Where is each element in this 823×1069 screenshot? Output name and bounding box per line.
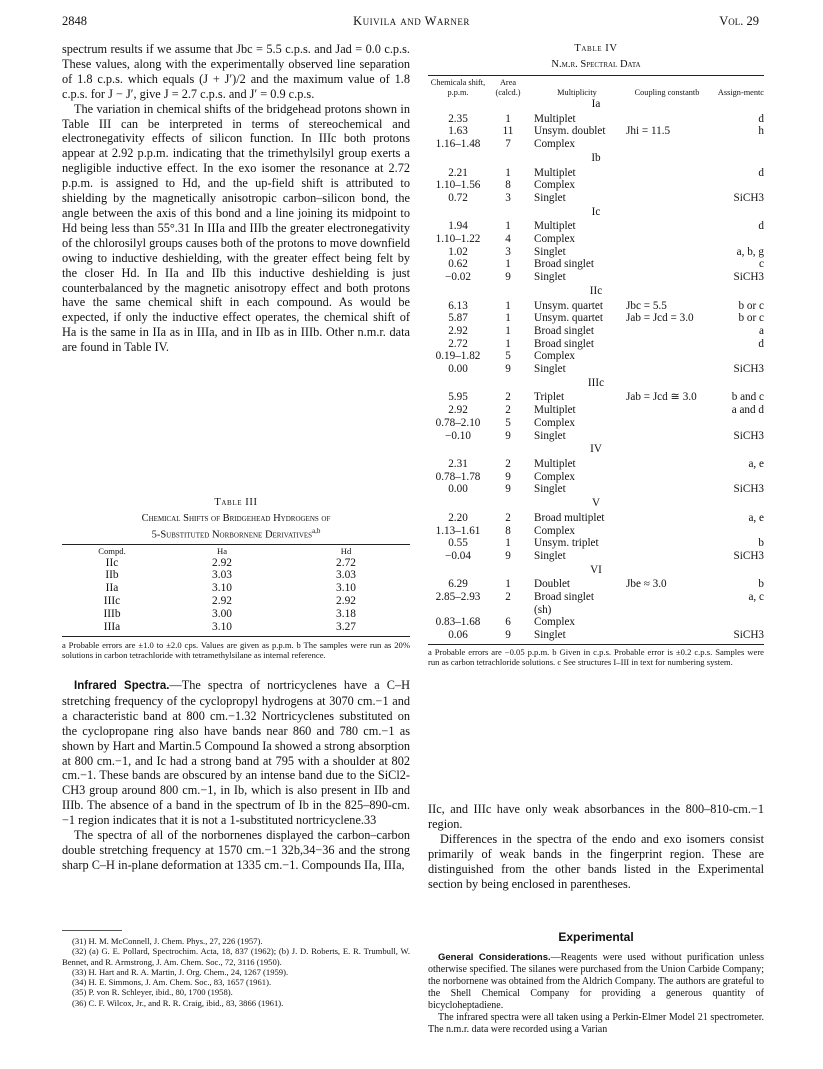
cell-multiplicity: Unsym. quartet <box>534 299 603 312</box>
cell-assignment: d <box>758 166 764 179</box>
cell-multiplicity: (sh) <box>534 603 552 616</box>
cell-multiplicity: Singlet <box>534 629 566 642</box>
table-iv-row <box>428 192 764 205</box>
infrared-instrument-text: The infrared spectra were all taken using a Perkin-Elmer Model 21 spectrometer. The n.m.r. data were recorded using a Varian <box>428 1012 764 1035</box>
table-iv-row <box>428 271 764 284</box>
cell-compd: IIa <box>105 582 119 595</box>
cell-shift: 0.78–2.10 <box>435 416 481 429</box>
cell-multiplicity: Singlet <box>534 191 566 204</box>
table-iv-label: Table IV <box>574 43 618 54</box>
cell-coupling <box>626 138 708 151</box>
cell-ha: 3.10 <box>212 621 232 634</box>
cell-multiplicity: Broad multiplet <box>534 511 605 524</box>
cell-area: 1 <box>505 578 511 591</box>
cell-hd: 3.10 <box>336 582 356 595</box>
cell-assignment: SiCH3 <box>733 429 764 442</box>
cell-shift: 1.02 <box>448 245 468 258</box>
cell-area: 1 <box>505 537 511 550</box>
cell-multiplicity: Multiplet <box>534 404 576 417</box>
table-iv-row <box>428 512 764 525</box>
cell-multiplicity: Multiplet <box>534 112 576 125</box>
cell-ha: 2.92 <box>212 556 232 569</box>
cell-area: 9 <box>505 429 511 442</box>
table-iv-compound-heading <box>428 97 764 113</box>
cell-area: 1 <box>505 299 511 312</box>
cell-area: 4 <box>505 233 511 246</box>
cell-assignment: b or c <box>738 299 764 312</box>
cell-assignment: a and d <box>731 404 764 417</box>
norbornene-paragraph: The spectra of all of the norbornenes displayed the carbon–carbon double stretching frequency at 1570 cm.−1 32b,34−36 and the strong sharp C–H in-plane deformation at 1335 cm.−1. Compounds IIa, IIIa, <box>62 828 410 872</box>
table-iv-row <box>428 404 764 417</box>
cell-multiplicity: Unsym. triplet <box>534 537 599 550</box>
general-considerations-heading: General Considerations. <box>438 952 551 963</box>
cell-assignment: b <box>758 578 764 591</box>
cell-assignment: a, e <box>748 511 764 524</box>
cell-area: 1 <box>505 220 511 233</box>
cell-multiplicity: Broad singlet <box>534 258 594 271</box>
table-iv-row <box>428 246 764 259</box>
table-iv-compound-heading <box>428 284 764 300</box>
right-text <box>428 802 764 891</box>
col-header-shift: Chemicala shift, p.p.m. <box>430 78 486 97</box>
cell-shift: 2.85–2.93 <box>435 591 481 604</box>
col-header-coupling: Coupling constantb <box>634 87 700 97</box>
cell-area: 1 <box>505 312 511 325</box>
cell-assignment: d <box>758 112 764 125</box>
table-iii-caption-sup: a,b <box>312 527 321 535</box>
cell-shift: 6.13 <box>448 299 468 312</box>
cell-hd: 3.27 <box>336 621 356 634</box>
cell-coupling: Jbc = 5.5 <box>626 299 667 312</box>
cell-ha: 3.03 <box>212 569 232 582</box>
cell-area: 9 <box>505 549 511 562</box>
table-iv-row <box>428 167 764 180</box>
cell-area: 9 <box>505 271 511 284</box>
cell-shift: 0.62 <box>448 258 468 271</box>
table-iv-row <box>428 300 764 313</box>
table-iv-row <box>428 125 764 138</box>
cell-coupling <box>626 404 708 417</box>
compound-label: V <box>591 497 601 510</box>
cell-shift: −0.10 <box>445 429 471 442</box>
cell-multiplicity: Singlet <box>534 483 566 496</box>
cell-area: 2 <box>505 404 511 417</box>
cell-coupling <box>626 179 708 192</box>
cell-coupling <box>626 167 708 180</box>
cell-area: 1 <box>505 337 511 350</box>
table-iv-row <box>428 537 764 550</box>
continuation-paragraph: IIc, and IIIc have only weak absorbances in the 800–810-cm.−1 region. <box>428 802 764 831</box>
col-header-hd: Hd <box>340 545 352 556</box>
table-iv-caption: N.m.r. Spectral Data <box>551 59 641 70</box>
cell-shift: 1.13–1.61 <box>435 524 481 537</box>
cell-assignment: b <box>758 537 764 550</box>
cell-multiplicity: Singlet <box>534 245 566 258</box>
table-iv-row <box>428 312 764 325</box>
table-iv-row <box>428 430 764 443</box>
table-iii-row <box>62 621 410 634</box>
cell-multiplicity: Complex <box>534 233 576 246</box>
cell-assignment <box>708 417 764 430</box>
cell-area: 2 <box>505 511 511 524</box>
cell-assignment <box>708 471 764 484</box>
cell-hd: 3.18 <box>336 608 356 621</box>
table-iii-caption-line2: 5-Substituted Norbornene Derivatives <box>151 529 313 541</box>
cell-assignment: SiCH3 <box>733 271 764 284</box>
cell-multiplicity: Triplet <box>534 391 565 404</box>
cell-coupling <box>626 604 708 617</box>
left-column <box>62 42 410 355</box>
cell-compd: IIIb <box>103 608 121 621</box>
cell-coupling <box>626 220 708 233</box>
reference-entry: (35) P. von R. Schleyer, ibid., 80, 1700 (1958). <box>72 987 233 998</box>
cell-coupling <box>626 338 708 351</box>
cell-compd: IIc <box>105 556 119 569</box>
cell-coupling <box>626 525 708 538</box>
cell-coupling <box>626 350 708 363</box>
table-iv-compound-heading <box>428 496 764 512</box>
cell-coupling <box>626 258 708 271</box>
cell-ha: 3.10 <box>212 582 232 595</box>
table-iv-row <box>428 458 764 471</box>
endo-exo-paragraph: Differences in the spectra of the endo and exo isomers consist primarily of weak bands in the fingerprint region. These are distinguished from the other bands listed in the Experimental section by being enclosed in parentheses. <box>428 831 764 891</box>
cell-assignment: d <box>758 337 764 350</box>
infrared-section <box>62 678 410 873</box>
cell-coupling <box>626 363 708 376</box>
cell-area: 2 <box>505 591 511 604</box>
compound-label: IIIc <box>587 376 605 389</box>
cell-area: 8 <box>505 179 511 192</box>
infrared-heading: Infrared Spectra. <box>74 680 170 692</box>
table-iii-row <box>62 608 410 621</box>
cell-coupling <box>626 471 708 484</box>
cell-assignment: SiCH3 <box>733 191 764 204</box>
cell-compd: IIIa <box>103 621 121 634</box>
cell-assignment <box>708 179 764 192</box>
table-iii-row <box>62 582 410 595</box>
table-iv <box>428 42 764 667</box>
cell-shift: −0.02 <box>445 271 471 284</box>
cell-coupling: Jab = Jcd ≅ 3.0 <box>626 391 697 404</box>
cell-assignment: SiCH3 <box>733 363 764 376</box>
table-iv-row <box>428 578 764 591</box>
cell-shift: 2.92 <box>448 324 468 337</box>
cell-area: 1 <box>505 324 511 337</box>
cell-shift: 0.06 <box>448 629 468 642</box>
cell-coupling <box>626 550 708 563</box>
table-iv-row <box>428 325 764 338</box>
cell-coupling <box>626 430 708 443</box>
compound-label: IV <box>590 443 602 456</box>
table-iii-bottom-rule <box>62 636 410 637</box>
reference-entry: (34) H. E. Simmons, J. Am. Chem. Soc., 83, 1657 (1961). <box>72 977 272 988</box>
experimental-heading: Experimental <box>558 930 634 944</box>
table-iv-row <box>428 629 764 642</box>
table-iv-row <box>428 113 764 126</box>
experimental-section <box>428 952 764 1036</box>
cell-compd: IIIc <box>103 595 121 608</box>
cell-area: 9 <box>505 470 511 483</box>
cell-shift: 2.92 <box>448 404 468 417</box>
page-number: 2848 <box>62 14 87 28</box>
cell-coupling <box>626 325 708 338</box>
volume-label: Vol. 29 <box>719 14 759 28</box>
cell-shift: 0.55 <box>448 537 468 550</box>
cell-coupling <box>626 113 708 126</box>
cell-multiplicity: Complex <box>534 470 576 483</box>
compound-label: VI <box>590 563 602 576</box>
reference-entry: (33) H. Hart and R. A. Martin, J. Org. Chem., 24, 1267 (1959). <box>72 966 289 977</box>
table-iii-grid <box>62 546 410 634</box>
table-iv-grid <box>428 78 764 642</box>
compound-label: IIc <box>589 284 603 297</box>
cell-coupling: Jbe ≈ 3.0 <box>626 578 667 591</box>
cell-area: 3 <box>505 245 511 258</box>
table-iv-row <box>428 220 764 233</box>
table-iv-compound-heading <box>428 563 764 579</box>
cell-assignment <box>708 604 764 617</box>
cell-multiplicity: Unsym. quartet <box>534 312 603 325</box>
footnote-rule <box>62 930 122 931</box>
cell-coupling <box>626 417 708 430</box>
cell-area: 2 <box>505 391 511 404</box>
cell-assignment: SiCH3 <box>733 483 764 496</box>
cell-multiplicity: Singlet <box>534 363 566 376</box>
cell-coupling <box>626 616 708 629</box>
cell-assignment: a, c <box>748 591 764 604</box>
cell-coupling <box>626 483 708 496</box>
cell-assignment <box>708 350 764 363</box>
cell-area <box>488 604 528 617</box>
table-iv-row <box>428 483 764 496</box>
cell-area: 1 <box>505 166 511 179</box>
cell-shift: 0.00 <box>448 363 468 376</box>
cell-multiplicity: Unsym. doublet <box>534 125 606 138</box>
compound-label: Ia <box>591 98 601 110</box>
bridgehead-paragraph: The variation in chemical shifts of the bridgehead protons shown in Table III can be interpreted in terms of stereochemical and electronegativity effects of silicon function. In IIIc both protons appear at 2.92 p.p.m. indicating that the trimethylsilyl group exerts a negligible inductive effect. In the exo isomer the resonance at 2.72 p.p.m. is assigned to Hd, and the up-field shift is attributed to shielding by the magnetically anisotropic carbon–silicon bond, the angle between the axis of this bond and a line joining its midpoint to Hd being less than 55°.31 In IIIa and IIIb the greater electronegativity of the chlorosilyl groups causes both of the protons to move downfield owing to inductive deshielding, with the greater effect being felt by the closer Hd. In IIa and IIb this inductive deshielding is just counterbalanced by the magnetic anisotropy effect and both protons have the same chemical shift in each compound. As would be expected, if only the inductive effect operates, the chemical shift of Ha is the same in IIa as in IIIa, and in IIb as in IIIb. Other n.m.r. data are found in Table IV. <box>62 101 411 355</box>
cell-ha: 2.92 <box>212 595 232 608</box>
general-considerations-text: —Reagents were used without purification unless otherwise specified. The silanes were purchased from the Union Carbide Company; the norbornene was obtained from the Aldrich Company. The authors are grateful to the Shell Chemical Company for providing a generous quantity of bicycloheptadiene. <box>428 952 765 1011</box>
cell-multiplicity: Broad singlet <box>534 591 594 604</box>
cell-shift: 2.72 <box>448 337 468 350</box>
table-iv-compound-heading <box>428 205 764 221</box>
cell-area: 9 <box>505 363 511 376</box>
cell-hd: 2.72 <box>336 556 356 569</box>
cell-multiplicity: Multiplet <box>534 457 576 470</box>
cell-shift: 1.10–1.22 <box>435 233 481 246</box>
cell-area: 3 <box>505 191 511 204</box>
cell-shift: 5.87 <box>448 312 468 325</box>
reference-entry: (31) H. M. McConnell, J. Chem. Phys., 27, 226 (1957). <box>72 936 263 946</box>
cell-area: 5 <box>505 416 511 429</box>
cell-area: 5 <box>505 350 511 363</box>
compound-label: Ib <box>591 151 601 164</box>
cell-shift: 0.83–1.68 <box>435 616 481 629</box>
cell-area: 7 <box>505 138 511 151</box>
table-iv-top-rule <box>428 75 764 76</box>
table-iv-row <box>428 471 764 484</box>
cell-shift: 1.16–1.48 <box>435 138 481 151</box>
cell-multiplicity: Singlet <box>534 429 566 442</box>
col-header-compd: Compd. <box>98 545 126 556</box>
cell-coupling <box>626 629 708 642</box>
cell-shift: 1.10–1.56 <box>435 179 481 192</box>
cell-shift: −0.04 <box>445 549 471 562</box>
reference-entry: (36) C. F. Wilcox, Jr., and R. R. Craig, ibid., 83, 3866 (1961). <box>72 997 284 1008</box>
cell-multiplicity: Complex <box>534 179 576 192</box>
cell-assignment: a, b, g <box>736 245 764 258</box>
cell-assignment: SiCH3 <box>733 549 764 562</box>
cell-assignment: b and c <box>731 391 764 404</box>
references <box>62 936 410 1008</box>
cell-shift: 5.95 <box>448 391 468 404</box>
cell-shift: 2.21 <box>448 166 468 179</box>
cell-coupling <box>626 458 708 471</box>
running-title: Kuivila and Warner <box>353 14 470 28</box>
table-iii <box>62 496 410 661</box>
table-iv-row <box>428 138 764 151</box>
cell-assignment: d <box>758 220 764 233</box>
cell-multiplicity: Complex <box>534 616 576 629</box>
table-iii-top-rule <box>62 544 410 545</box>
table-iv-row <box>428 363 764 376</box>
table-iv-row <box>428 258 764 271</box>
reference-entry: (32) (a) G. E. Pollard, Spectrochim. Acta, 18, 837 (1962); (b) J. D. Roberts, E. R. Trumbull, W. Bennet, and R. Armstrong, J. Am. Chem. Soc., 72, 3116 (1950). <box>62 946 410 967</box>
cell-coupling <box>626 233 708 246</box>
cell-coupling <box>626 246 708 259</box>
cell-multiplicity: Singlet <box>534 271 566 284</box>
cell-assignment <box>708 138 764 151</box>
table-iv-row <box>428 338 764 351</box>
cell-multiplicity: Doublet <box>534 578 571 591</box>
cell-ha: 3.00 <box>212 608 232 621</box>
compound-label: Ic <box>591 205 601 218</box>
table-iv-compound-heading <box>428 376 764 392</box>
cell-assignment <box>708 616 764 629</box>
cell-assignment: b or c <box>738 312 764 325</box>
infrared-paragraph: —The spectra of nortricyclenes have a C–H stretching frequency of the cyclopropyl hydrogens at 3070 cm.−1 and a characteristic band at 800 cm.−1.32 Nortricyclenes substituted on the cyclopropane ring also have bands near 860 and 780 cm.−1 as shown by Hart and Martin.5 Compound Ia showed a strong absorption at 800 cm.−1, and Ic had a strong band at 795 with a shoulder at 802 cm.−1. These bands are obscured by an intense band due to the SiCl2-CH3 group around 800 cm.−1, in Ib, which is also present in IIb and IIIb. The absence of a band in the spectrum of Ib in the 825–890-cm.−1 region indicates that it is not a 1-substituted nortricyclene.33 <box>62 678 410 828</box>
cell-coupling <box>626 537 708 550</box>
table-iv-row <box>428 417 764 430</box>
table-iv-row <box>428 604 764 617</box>
cell-assignment: c <box>759 258 764 271</box>
table-iii-row <box>62 595 410 608</box>
table-iv-row <box>428 350 764 363</box>
intro-paragraph: spectrum results if we assume that Jbc = 5.5 c.p.s. and Jad = 0.0 c.p.s. These values, along with the experimentally observed line separation of 1.8 c.p.s. which equals (J + J′)/2 and the maximum value of 1.8 c.p.s. for J − J′, give J = 2.7 c.p.s. and J′ = 0.9 c.p.s. <box>62 42 410 101</box>
cell-area: 1 <box>505 112 511 125</box>
table-iv-row <box>428 179 764 192</box>
cell-multiplicity: Complex <box>534 350 576 363</box>
cell-shift: 2.20 <box>448 511 468 524</box>
cell-shift: 0.72 <box>448 191 468 204</box>
cell-shift <box>428 604 488 617</box>
col-header-multiplicity: Multiplicity <box>557 87 597 97</box>
cell-hd: 3.03 <box>336 569 356 582</box>
cell-area: 1 <box>505 258 511 271</box>
cell-area: 8 <box>505 524 511 537</box>
cell-multiplicity: Complex <box>534 416 576 429</box>
table-iii-row <box>62 569 410 582</box>
table-iv-row <box>428 525 764 538</box>
table-iv-row <box>428 550 764 563</box>
table-iv-footnote: a Probable errors are −0.05 p.p.m. b Given in c.p.s. Probable error is ±0.2 c.p.s. Samples were run as carbon tetrachloride solutions. c See structures I–III in text for numbering system. <box>428 646 764 668</box>
col-header-ha: Ha <box>216 545 228 556</box>
table-iii-footnote: a Probable errors are ±1.0 to ±2.0 cps. Values are given as p.p.m. b The samples were run as 20% solutions in carbon tetrachloride with tetramethylsilane as internal reference. <box>62 639 410 661</box>
table-iv-row <box>428 616 764 629</box>
table-iv-bottom-rule <box>428 644 764 645</box>
cell-area: 6 <box>505 616 511 629</box>
cell-area: 9 <box>505 629 511 642</box>
table-iv-row <box>428 233 764 246</box>
col-header-assignment: Assign-mentc <box>717 87 764 97</box>
cell-coupling <box>626 271 708 284</box>
table-iv-compound-heading <box>428 442 764 458</box>
table-iii-caption-line1: Chemical Shifts of Bridgehead Hydrogens of <box>141 513 331 524</box>
cell-multiplicity: Multiplet <box>534 166 576 179</box>
cell-multiplicity: Complex <box>534 138 576 151</box>
cell-area: 2 <box>505 457 511 470</box>
cell-assignment <box>708 233 764 246</box>
cell-shift: 0.19–1.82 <box>435 350 481 363</box>
cell-shift: 0.00 <box>448 483 468 496</box>
cell-shift: 6.29 <box>448 578 468 591</box>
cell-area: 11 <box>502 125 514 138</box>
cell-coupling <box>626 591 708 604</box>
cell-shift: 1.63 <box>448 125 468 138</box>
table-iii-row <box>62 557 410 570</box>
cell-multiplicity: Singlet <box>534 549 566 562</box>
cell-assignment: SiCH3 <box>733 629 764 642</box>
cell-assignment: h <box>758 125 764 138</box>
cell-area: 9 <box>505 483 511 496</box>
cell-shift: 2.35 <box>448 112 468 125</box>
cell-coupling <box>626 512 708 525</box>
table-iv-row <box>428 391 764 404</box>
cell-coupling: Jhi = 11.5 <box>626 125 671 138</box>
cell-assignment: a <box>759 324 764 337</box>
table-iv-row <box>428 591 764 604</box>
cell-shift: 1.94 <box>448 220 468 233</box>
cell-coupling <box>626 192 708 205</box>
cell-multiplicity: Broad singlet <box>534 337 594 350</box>
cell-hd: 2.92 <box>336 595 356 608</box>
cell-compd: IIb <box>105 569 119 582</box>
cell-shift: 0.78–1.78 <box>435 470 481 483</box>
cell-multiplicity: Complex <box>534 524 576 537</box>
table-iv-compound-heading <box>428 151 764 167</box>
cell-multiplicity: Multiplet <box>534 220 576 233</box>
col-header-area: Area (calcd.) <box>495 78 521 97</box>
cell-assignment <box>708 525 764 538</box>
cell-assignment: a, e <box>748 457 764 470</box>
table-iii-label: Table III <box>214 497 258 508</box>
cell-coupling: Jab = Jcd = 3.0 <box>626 312 694 325</box>
cell-multiplicity: Broad singlet <box>534 324 594 337</box>
cell-shift: 2.31 <box>448 457 468 470</box>
